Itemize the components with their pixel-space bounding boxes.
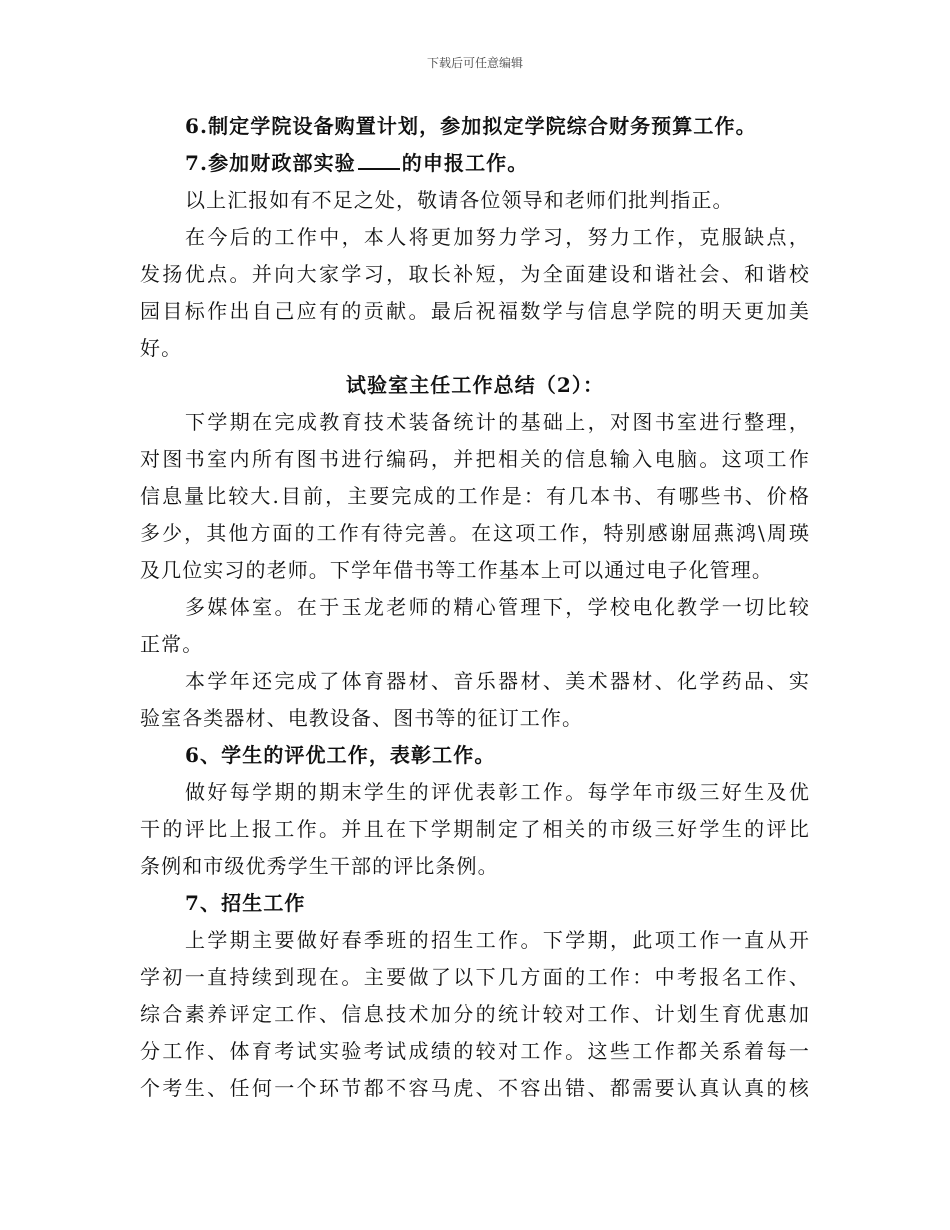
library-paragraph-line: 及几位实习的老师。下学年借书等工作基本上可以通过电子化管理。 (140, 558, 773, 582)
item-6-text: 6.制定学院设备购置计划，参加拟定学院综合财务预算工作。 (185, 114, 757, 138)
multimedia-paragraph-line: 多媒体室。在于玉龙老师的精心管理下，学校电化教学一切比较 (185, 595, 810, 619)
library-paragraph-line: 多少，其他方面的工作有待完善。在这项工作，特别感谢屈燕鸿\周瑛 (140, 521, 810, 545)
awards-paragraph-line: 做好每学期的期末学生的评优表彰工作。每学年市级三好生及优 (185, 780, 810, 804)
fill-in-blank (358, 150, 400, 170)
equipment-paragraph-line: 验室各类器材、电教设备、图书等的征订工作。 (140, 706, 584, 730)
enrollment-paragraph-line: 综合素养评定工作、信息技术加分的统计较对工作、计划生育优惠加 (140, 1002, 810, 1026)
closing-p2-line: 园目标作出自己应有的贡献。最后祝福数学与信息学院的明天更加美 (140, 299, 810, 323)
enrollment-paragraph-line: 学初一直持续到现在。主要做了以下几方面的工作：中考报名工作、 (140, 965, 810, 989)
closing-p2-line: 好。 (140, 336, 183, 360)
multimedia-paragraph-line: 正常。 (140, 632, 204, 656)
item-7-prefix: 7.参加财政部实验 (185, 151, 356, 175)
document-body (140, 108, 810, 1107)
library-paragraph-line: 信息量比较大.目前，主要完成的工作是：有几本书、有哪些书、价格 (140, 484, 810, 508)
awards-paragraph-line: 条例和市级优秀学生干部的评比条例。 (140, 854, 499, 878)
library-paragraph-line: 对图书室内所有图书进行编码，并把相关的信息输入电脑。这项工作 (140, 447, 810, 471)
closing-paragraph-1: 以上汇报如有不足之处，敬请各位领导和老师们批判指正。 (185, 188, 734, 212)
closing-p2-line: 发扬优点。并向大家学习，取长补短，为全面建设和谐社会、和谐校 (140, 262, 810, 286)
heading-6: 6、学生的评优工作，表彰工作。 (185, 743, 496, 767)
awards-paragraph-line: 干的评比上报工作。并且在下学期制定了相关的市级三好学生的评比 (140, 817, 810, 841)
library-paragraph-line: 下学期在完成教育技术装备统计的基础上，对图书室进行整理， (185, 410, 810, 434)
heading-7: 7、招生工作 (185, 891, 306, 915)
item-7-suffix: 的申报工作。 (401, 151, 529, 175)
enrollment-paragraph-line: 分工作、体育考试实验考试成绩的较对工作。这些工作都关系着每一 (140, 1039, 810, 1063)
item-7-line (140, 145, 810, 182)
enrollment-paragraph-line: 个考生、任何一个环节都不容马虎、不容出错、都需要认真认真的核 (140, 1076, 810, 1100)
enrollment-paragraph-line: 上学期主要做好春季班的招生工作。下学期，此项工作一直从开 (185, 928, 810, 952)
page-header-note: 下载后可任意编辑 (426, 56, 523, 70)
section-title: 试验室主任工作总结（2）： (345, 373, 605, 397)
closing-p2-line: 在今后的工作中，本人将更加努力学习，努力工作，克服缺点， (185, 225, 810, 249)
equipment-paragraph-line: 本学年还完成了体育器材、音乐器材、美术器材、化学药品、实 (185, 669, 810, 693)
